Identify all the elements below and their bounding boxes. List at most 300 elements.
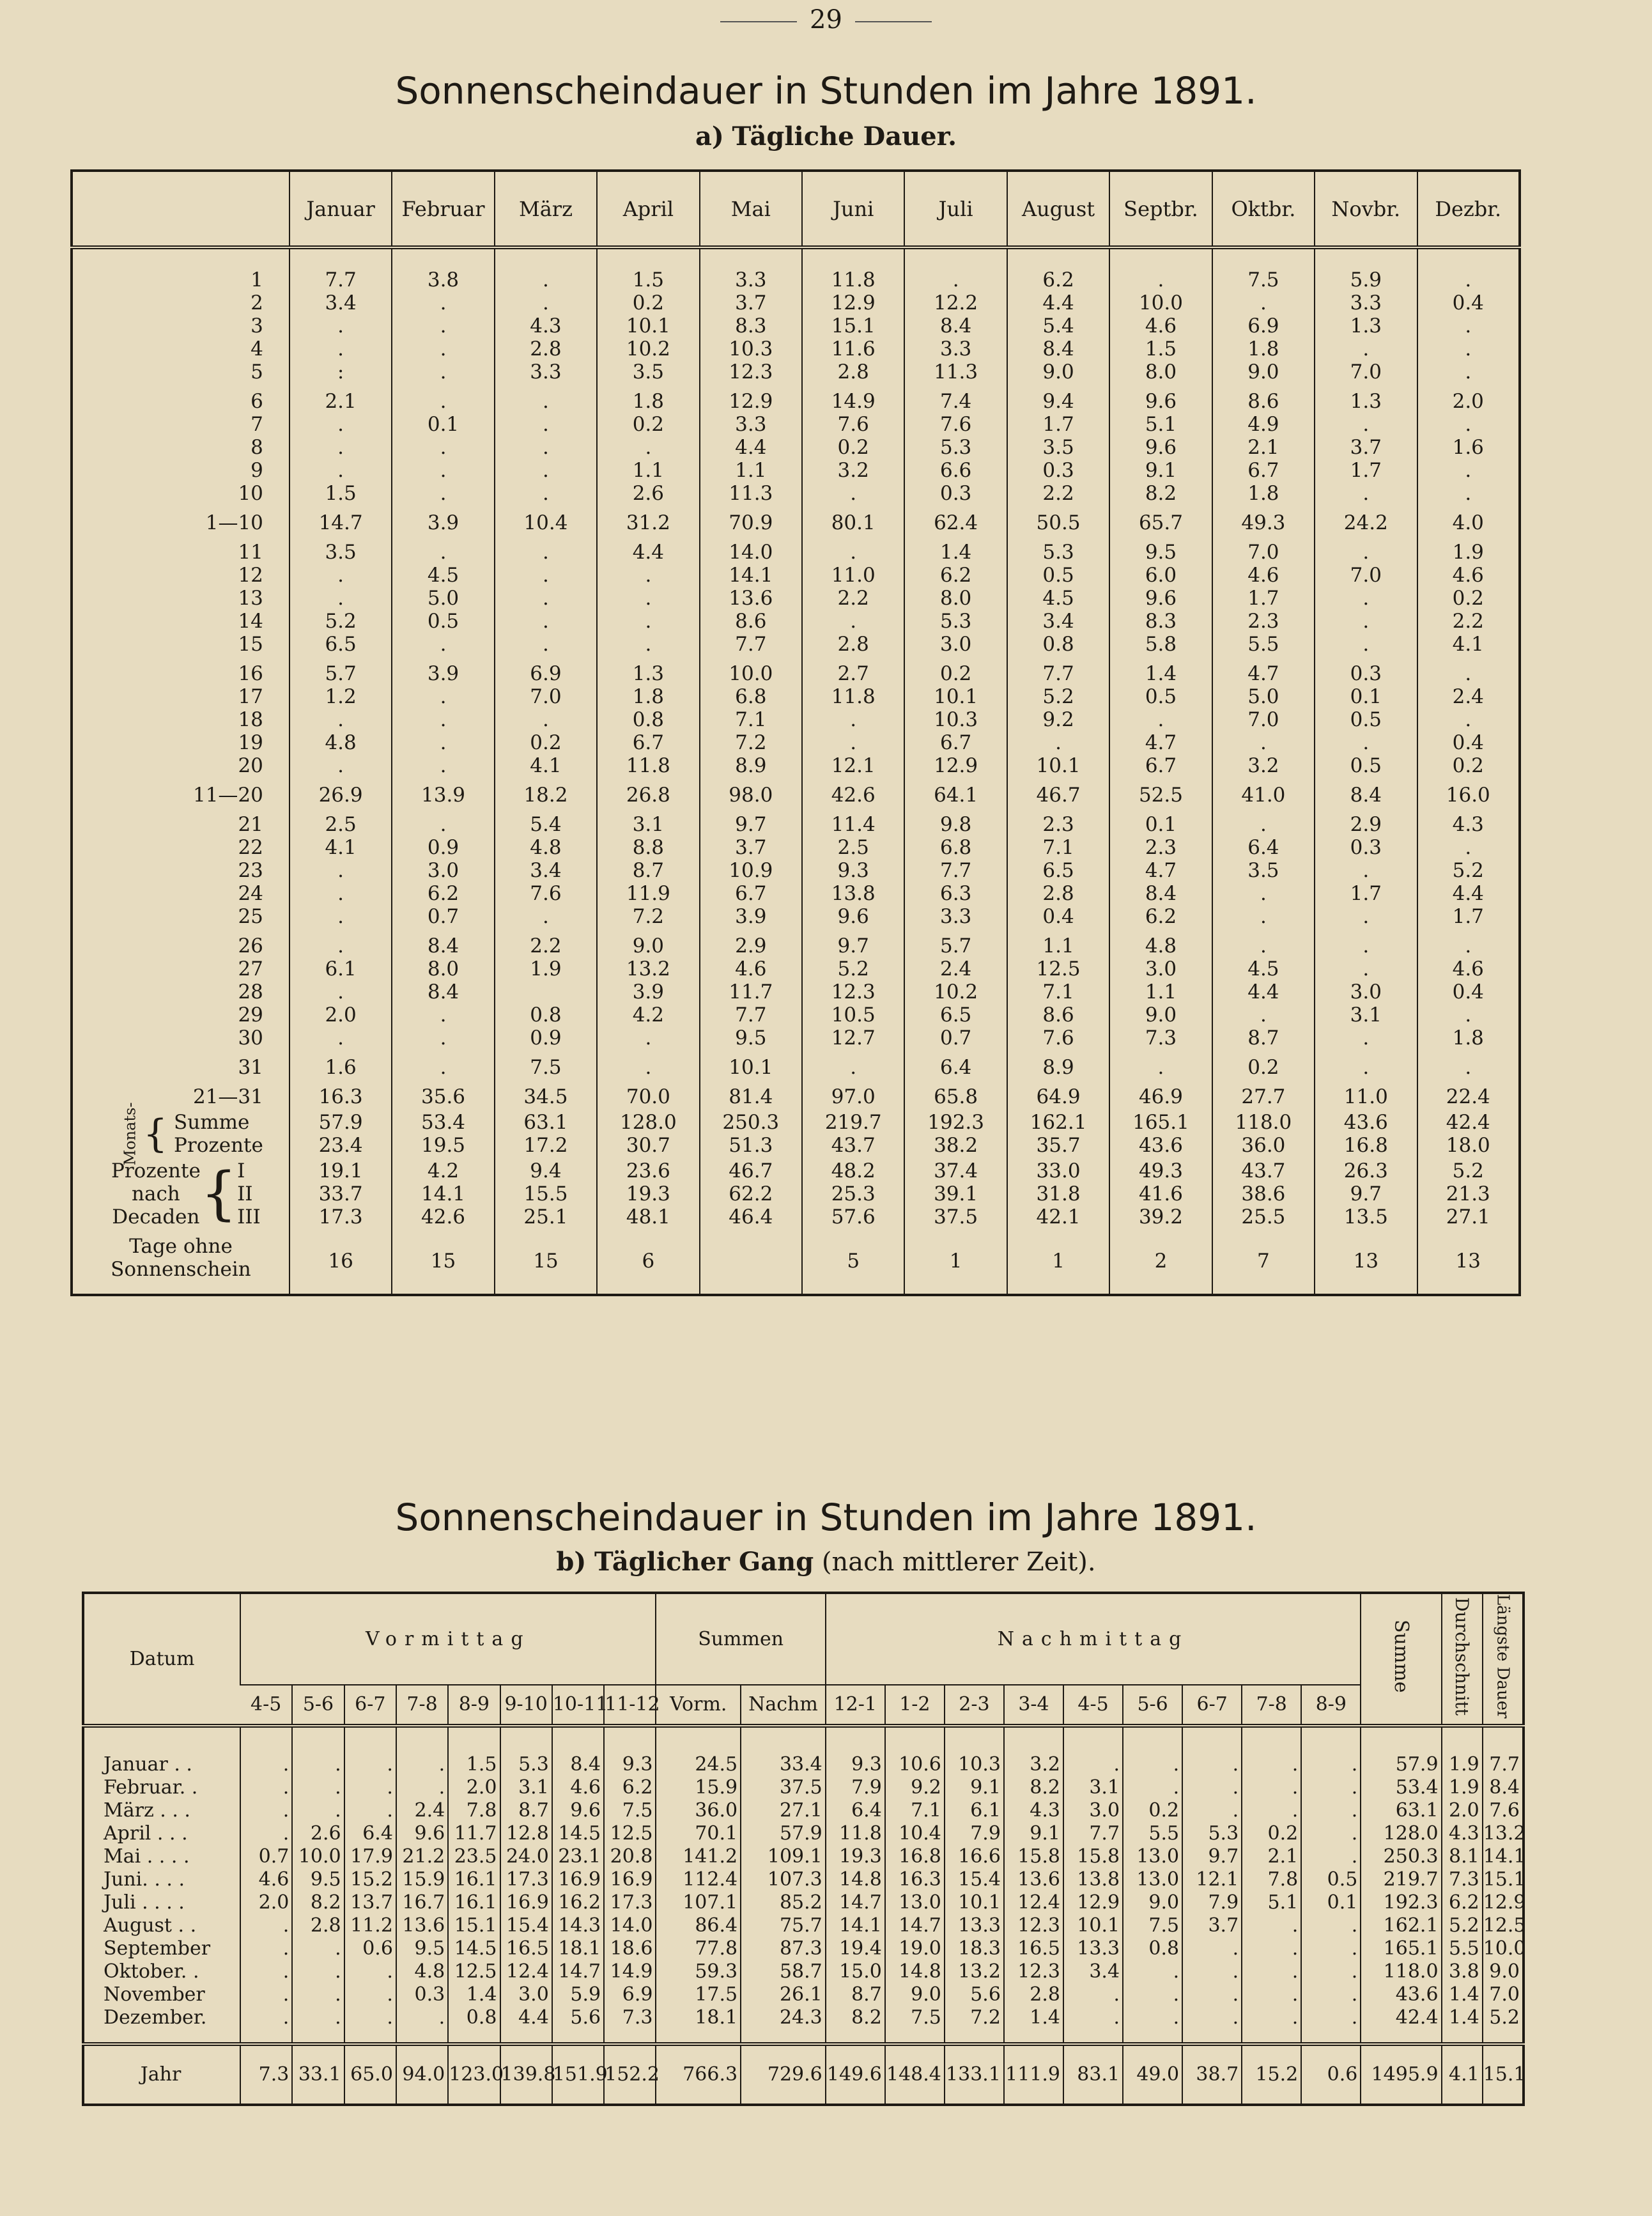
month-label: Juli . . . . xyxy=(104,1891,185,1914)
decade-value: 26.3 xyxy=(1343,1159,1388,1182)
decade-value: 48.1 xyxy=(626,1205,670,1228)
value-cell: 3.4 xyxy=(289,291,392,314)
value-cell: 12.1 xyxy=(1182,1868,1242,1891)
value-cell: 2.8 xyxy=(1004,1983,1063,2006)
value-cell: 1.1 xyxy=(1109,980,1212,1003)
value-cell: . xyxy=(1182,2006,1242,2044)
value-cell: 9.3 xyxy=(604,1726,656,1776)
value-cell: 0.5 xyxy=(1007,564,1109,587)
value-cell: 6.1 xyxy=(289,957,392,980)
value-cell: 7.0 xyxy=(1212,534,1315,564)
value-cell: 6.7 xyxy=(904,731,1007,754)
value-cell: . xyxy=(289,413,392,436)
value-cell: 6.4 xyxy=(1212,836,1315,859)
value-cell: 13.6 xyxy=(396,1914,448,1937)
monats-summe: 128.0 xyxy=(619,1111,677,1134)
value-cell: . xyxy=(802,610,904,633)
month-header: Dezbr. xyxy=(1417,171,1520,247)
table-row xyxy=(72,1003,1520,1027)
value-cell: . xyxy=(1182,1776,1242,1799)
value-cell: 10.2 xyxy=(904,980,1007,1003)
value-cell: . xyxy=(495,708,597,731)
table-row xyxy=(83,1726,1524,1776)
value-cell: 7.4 xyxy=(904,384,1007,413)
value-cell: 10.4 xyxy=(495,505,597,534)
value-cell: 6.2 xyxy=(1007,247,1109,291)
value-cell: 87.3 xyxy=(741,1937,826,1960)
value-cell: 3.3 xyxy=(700,247,802,291)
value-cell: . xyxy=(1301,1776,1361,1799)
value-cell: 11.3 xyxy=(904,360,1007,384)
value-cell: 4.7 xyxy=(1109,731,1212,754)
decade-value: 42.6 xyxy=(421,1205,466,1228)
value-cell: 8.2 xyxy=(1004,1776,1063,1799)
value-cell: . xyxy=(396,2006,448,2044)
value-cell: . xyxy=(1242,1937,1301,1960)
decaden-values xyxy=(289,1159,392,1228)
value-cell: . xyxy=(392,314,494,337)
value-cell: 17.9 xyxy=(344,1845,396,1868)
value-cell: 6.7 xyxy=(1109,754,1212,777)
value-cell: 1.9 xyxy=(1442,1726,1483,1776)
value-cell: . xyxy=(344,1799,396,1822)
value-cell: 7.7 xyxy=(700,633,802,656)
value-cell: . xyxy=(392,534,494,564)
value-cell: 2.3 xyxy=(1007,807,1109,836)
value-cell: 1.3 xyxy=(597,656,699,685)
decade-numerals: I II III xyxy=(237,1159,261,1228)
jahr-value: 33.1 xyxy=(292,2044,344,2105)
value-cell: . xyxy=(1315,859,1417,882)
value-cell: 0.5 xyxy=(1301,1868,1361,1891)
value-cell: 2.0 xyxy=(1442,1799,1483,1822)
value-cell: 65.8 xyxy=(904,1079,1007,1108)
tage-value: 13 xyxy=(1417,1228,1520,1295)
value-cell: 1.1 xyxy=(700,459,802,482)
jahr-label: Jahr xyxy=(83,2044,240,2105)
value-cell: . xyxy=(1315,928,1417,957)
value-cell: 16.2 xyxy=(552,1891,604,1914)
value-cell: 9.3 xyxy=(826,1726,885,1776)
value-cell: 12.9 xyxy=(1483,1891,1526,1914)
decade-value: 21.3 xyxy=(1446,1182,1490,1205)
value-cell: 14.1 xyxy=(700,564,802,587)
value-cell: 112.4 xyxy=(656,1868,741,1891)
value-cell: 1.7 xyxy=(1315,459,1417,482)
table-row xyxy=(72,656,1520,685)
value-cell: 3.1 xyxy=(1315,1003,1417,1027)
table-row xyxy=(72,436,1520,459)
value-cell: 4.8 xyxy=(495,836,597,859)
value-cell: 3.9 xyxy=(392,656,494,685)
value-cell: 1.3 xyxy=(1315,384,1417,413)
value-cell: 77.8 xyxy=(656,1937,741,1960)
value-cell: 15.1 xyxy=(1483,1868,1526,1891)
hour-header-nachm: 8-9 xyxy=(1301,1685,1361,1726)
value-cell: . xyxy=(1063,1726,1123,1776)
day-label: 24 xyxy=(238,882,263,905)
decade-value: 23.6 xyxy=(626,1159,670,1182)
jahr-value: 0.6 xyxy=(1301,2044,1361,2105)
table-row xyxy=(72,685,1520,708)
value-cell: 2.8 xyxy=(292,1914,344,1937)
value-cell: . xyxy=(1417,482,1520,505)
value-cell: 9.5 xyxy=(700,1027,802,1050)
value-cell: 18.1 xyxy=(552,1937,604,1960)
decade-value: 43.7 xyxy=(1241,1159,1286,1182)
hour-header-nachm: 2-3 xyxy=(945,1685,1004,1726)
value-cell: 0.2 xyxy=(1417,754,1520,777)
value-cell: 9.1 xyxy=(945,1776,1004,1799)
value-cell: 35.6 xyxy=(392,1079,494,1108)
decade-value: 25.5 xyxy=(1241,1205,1286,1228)
value-cell: 5.6 xyxy=(552,2006,604,2044)
value-cell: 14.1 xyxy=(826,1914,885,1937)
value-cell: . xyxy=(1242,1776,1301,1799)
table-row xyxy=(72,928,1520,957)
value-cell: 1.9 xyxy=(1442,1776,1483,1799)
decade-value: 17.3 xyxy=(318,1205,363,1228)
value-cell: . xyxy=(1212,905,1315,928)
monats-prozente: 43.6 xyxy=(1138,1134,1183,1157)
value-cell: 2.4 xyxy=(904,957,1007,980)
value-cell: 7.9 xyxy=(1182,1891,1242,1914)
value-cell: 7.7 xyxy=(1007,656,1109,685)
value-cell: 12.2 xyxy=(904,291,1007,314)
value-cell: 46.7 xyxy=(1007,777,1109,807)
value-cell: 7.1 xyxy=(700,708,802,731)
value-cell: 2.6 xyxy=(292,1822,344,1845)
value-cell: 14.5 xyxy=(448,1937,500,1960)
value-cell: 4.4 xyxy=(700,436,802,459)
value-cell: 11.7 xyxy=(448,1822,500,1845)
value-cell: 9.6 xyxy=(802,905,904,928)
value-cell: 10.1 xyxy=(597,314,699,337)
day-label: 19 xyxy=(238,731,263,754)
value-cell: 8.6 xyxy=(1212,384,1315,413)
table-row xyxy=(72,633,1520,656)
value-cell: 1.4 xyxy=(1109,656,1212,685)
value-cell: . xyxy=(1242,1799,1301,1822)
hour-header-vorm: 8-9 xyxy=(448,1685,500,1726)
value-cell: 0.8 xyxy=(1123,1937,1182,1960)
value-cell: . xyxy=(1301,1914,1361,1937)
value-cell: . xyxy=(1212,1003,1315,1027)
value-cell: . xyxy=(240,1937,292,1960)
value-cell: 7.5 xyxy=(604,1799,656,1822)
tage-value: 15 xyxy=(495,1228,597,1295)
decade-value: 37.5 xyxy=(934,1205,978,1228)
value-cell: 8.2 xyxy=(1109,482,1212,505)
value-cell: 14.7 xyxy=(885,1914,945,1937)
value-cell: 19.0 xyxy=(885,1937,945,1960)
value-cell: . xyxy=(1182,1799,1242,1822)
jahr-value: 149.6 xyxy=(826,2044,885,2105)
table-row xyxy=(72,859,1520,882)
value-cell: 11.8 xyxy=(802,685,904,708)
value-cell: 10.5 xyxy=(802,1003,904,1027)
value-cell: 7.6 xyxy=(495,882,597,905)
value-cell: 9.2 xyxy=(885,1776,945,1799)
value-cell: 5.2 xyxy=(1442,1914,1483,1937)
value-cell: 15.1 xyxy=(802,314,904,337)
value-cell: 6.2 xyxy=(1442,1891,1483,1914)
value-cell: 16.7 xyxy=(396,1891,448,1914)
value-cell: . xyxy=(392,807,494,836)
value-cell: 12.5 xyxy=(604,1822,656,1845)
tage-value: 1 xyxy=(1007,1228,1109,1295)
monats-prozente: 43.7 xyxy=(831,1134,876,1157)
value-cell: 12.8 xyxy=(500,1822,552,1845)
value-cell: 2.2 xyxy=(1417,610,1520,633)
value-cell: 11.0 xyxy=(1315,1079,1417,1108)
value-cell: . xyxy=(1212,291,1315,314)
month-header: Januar xyxy=(289,171,392,247)
value-cell: . xyxy=(1242,2006,1301,2044)
value-cell: 0.5 xyxy=(1315,754,1417,777)
value-cell: . xyxy=(597,633,699,656)
monats-summe: 53.4 xyxy=(421,1111,466,1134)
value-cell: 8.2 xyxy=(292,1891,344,1914)
month-header: Juli xyxy=(904,171,1007,247)
value-cell: 97.0 xyxy=(802,1079,904,1108)
value-cell: . xyxy=(240,1799,292,1822)
value-cell: 8.4 xyxy=(392,980,494,1003)
value-cell: 4.5 xyxy=(1212,957,1315,980)
value-cell: 4.4 xyxy=(1007,291,1109,314)
value-cell: . xyxy=(1315,633,1417,656)
jahr-value: 83.1 xyxy=(1063,2044,1123,2105)
value-cell: 13.2 xyxy=(1483,1822,1526,1845)
value-cell: 6.4 xyxy=(826,1799,885,1822)
table-a-subtitle: a) Tägliche Dauer. xyxy=(695,121,957,151)
table-row xyxy=(72,314,1520,337)
value-cell: 7.1 xyxy=(1007,980,1109,1003)
value-cell: 5.3 xyxy=(904,436,1007,459)
value-cell: 4.6 xyxy=(240,1868,292,1891)
jahr-value: 7.3 xyxy=(240,2044,292,2105)
value-cell: . xyxy=(1212,882,1315,905)
value-cell: 3.8 xyxy=(392,247,494,291)
monats-prozente: 38.2 xyxy=(934,1134,978,1157)
value-cell: 118.0 xyxy=(1361,1960,1441,1983)
value-cell: . xyxy=(240,1983,292,2006)
value-cell: 0.4 xyxy=(1007,905,1109,928)
hour-header-vorm: 9-10 xyxy=(500,1685,552,1726)
decade-value: 46.4 xyxy=(729,1205,773,1228)
monats-label-cell xyxy=(72,1102,289,1166)
table-a-decaden-row xyxy=(72,1159,1520,1228)
value-cell: 0.2 xyxy=(1123,1799,1182,1822)
value-cell: 26.1 xyxy=(741,1983,826,2006)
value-cell: 70.1 xyxy=(656,1822,741,1845)
day-label: 14 xyxy=(238,610,263,633)
value-cell: 11.3 xyxy=(700,482,802,505)
value-cell: 70.9 xyxy=(700,505,802,534)
value-cell: 10.1 xyxy=(700,1050,802,1079)
value-cell: 109.1 xyxy=(741,1845,826,1868)
value-cell: 19.4 xyxy=(826,1937,885,1960)
value-cell: 4.4 xyxy=(1417,882,1520,905)
value-cell: . xyxy=(392,685,494,708)
value-cell: 9.6 xyxy=(1109,436,1212,459)
value-cell: . xyxy=(1212,807,1315,836)
value-cell: 1.7 xyxy=(1417,905,1520,928)
value-cell: 4.4 xyxy=(1212,980,1315,1003)
value-cell: . xyxy=(1315,337,1417,360)
value-cell: 3.0 xyxy=(904,633,1007,656)
value-cell: . xyxy=(392,337,494,360)
value-cell: . xyxy=(289,708,392,731)
decade-value: 19.3 xyxy=(626,1182,670,1205)
value-cell: 1.8 xyxy=(597,685,699,708)
value-cell: . xyxy=(597,564,699,587)
value-cell: 3.7 xyxy=(1315,436,1417,459)
value-cell: 8.7 xyxy=(1212,1027,1315,1050)
value-cell: 13.8 xyxy=(802,882,904,905)
value-cell: 4.4 xyxy=(500,2006,552,2044)
decaden-values xyxy=(1007,1159,1109,1228)
table-row xyxy=(72,882,1520,905)
value-cell: 14.0 xyxy=(700,534,802,564)
table-b-body xyxy=(83,1726,1524,2105)
jahr-value: 15.2 xyxy=(1242,2044,1301,2105)
value-cell: 5.0 xyxy=(1212,685,1315,708)
value-cell: 22.4 xyxy=(1417,1079,1520,1108)
table-row xyxy=(72,564,1520,587)
table-row xyxy=(72,807,1520,836)
value-cell: 2.2 xyxy=(1007,482,1109,505)
value-cell: 5.3 xyxy=(1182,1822,1242,1845)
value-cell: 15.9 xyxy=(396,1868,448,1891)
value-cell: . xyxy=(289,905,392,928)
value-cell: 0.3 xyxy=(1315,656,1417,685)
value-cell: 0.3 xyxy=(904,482,1007,505)
value-cell: 17.3 xyxy=(500,1868,552,1891)
monats-values xyxy=(1315,1108,1417,1159)
value-cell: 13.3 xyxy=(1063,1937,1123,1960)
value-cell: . xyxy=(392,459,494,482)
table-row xyxy=(72,980,1520,1003)
jahr-value: 111.9 xyxy=(1004,2044,1063,2105)
value-cell: 16.5 xyxy=(500,1937,552,1960)
value-cell: 4.5 xyxy=(1007,587,1109,610)
value-cell: . xyxy=(1123,1960,1182,1983)
value-cell: 8.4 xyxy=(552,1726,604,1776)
value-cell: 7.8 xyxy=(1242,1868,1301,1891)
month-label: August . . xyxy=(104,1914,197,1937)
value-cell: 5.7 xyxy=(904,928,1007,957)
value-cell: 0.3 xyxy=(396,1983,448,2006)
table-row xyxy=(83,1891,1524,1914)
value-cell: 7.7 xyxy=(289,247,392,291)
table-row xyxy=(72,1079,1520,1108)
value-cell: 6.9 xyxy=(495,656,597,685)
value-cell: 7.0 xyxy=(495,685,597,708)
value-cell: . xyxy=(392,384,494,413)
vormittag-header: Vormittag xyxy=(240,1593,656,1685)
value-cell: . xyxy=(1212,928,1315,957)
day-label: 26 xyxy=(238,934,263,957)
value-cell: 16.5 xyxy=(1004,1937,1063,1960)
day-label: 16 xyxy=(238,662,263,685)
value-cell: 9.6 xyxy=(552,1799,604,1822)
value-cell: 6.7 xyxy=(1212,459,1315,482)
monats-values xyxy=(1417,1108,1520,1159)
value-cell: 37.5 xyxy=(741,1776,826,1799)
value-cell: 12.3 xyxy=(1004,1914,1063,1937)
table-row xyxy=(72,1050,1520,1079)
value-cell: 7.3 xyxy=(604,2006,656,2044)
decade-value: 57.6 xyxy=(831,1205,876,1228)
value-cell: 4.6 xyxy=(1417,564,1520,587)
value-cell: 3.1 xyxy=(1063,1776,1123,1799)
value-cell: . xyxy=(495,587,597,610)
value-cell: . xyxy=(289,337,392,360)
value-cell: 8.0 xyxy=(904,587,1007,610)
monats-summe: 219.7 xyxy=(824,1111,882,1134)
value-cell: 9.5 xyxy=(1109,534,1212,564)
value-cell: 3.4 xyxy=(495,859,597,882)
value-cell: . xyxy=(289,1027,392,1050)
table-row xyxy=(83,1776,1524,1799)
value-cell: 0.1 xyxy=(1109,807,1212,836)
value-cell: 7.2 xyxy=(945,2006,1004,2044)
value-cell: 8.4 xyxy=(392,928,494,957)
value-cell: 7.7 xyxy=(1483,1726,1524,1776)
value-cell: 2.2 xyxy=(802,587,904,610)
decade-value: 14.1 xyxy=(421,1182,466,1205)
value-cell: . xyxy=(1315,534,1417,564)
value-cell: 3.5 xyxy=(597,360,699,384)
decade-value: 38.6 xyxy=(1241,1182,1286,1205)
value-cell: 2.9 xyxy=(1315,807,1417,836)
value-cell: . xyxy=(344,1983,396,2006)
month-header: März xyxy=(495,171,597,247)
value-cell: . xyxy=(392,708,494,731)
monats-values xyxy=(392,1108,494,1159)
jahr-value: 65.0 xyxy=(344,2044,396,2105)
value-cell: 16.3 xyxy=(289,1079,392,1108)
value-cell: 9.0 xyxy=(1212,360,1315,384)
value-cell: 8.2 xyxy=(826,2006,885,2044)
value-cell: 5.4 xyxy=(1007,314,1109,337)
value-cell: . xyxy=(1109,1050,1212,1079)
value-cell: 3.0 xyxy=(500,1983,552,2006)
value-cell: . xyxy=(240,1914,292,1937)
jahr-value: 4.1 xyxy=(1442,2044,1483,2105)
value-cell: 6.6 xyxy=(904,459,1007,482)
value-cell: 13.6 xyxy=(700,587,802,610)
value-cell: 1.5 xyxy=(597,247,699,291)
monats-prozente: 19.5 xyxy=(421,1134,466,1157)
decade-value: 9.7 xyxy=(1350,1182,1382,1205)
value-cell: . xyxy=(392,754,494,777)
value-cell: 6.2 xyxy=(392,882,494,905)
table-a-header-row xyxy=(72,171,1520,247)
table-row xyxy=(72,384,1520,413)
value-cell: . xyxy=(1301,1822,1361,1845)
day-label: 20 xyxy=(238,754,263,777)
value-cell: 6.8 xyxy=(904,836,1007,859)
jahr-value: 94.0 xyxy=(396,2044,448,2105)
value-cell: 17.5 xyxy=(656,1983,741,2006)
day-label: 13 xyxy=(238,587,263,610)
hour-header-vorm: 10-11 xyxy=(552,1685,604,1726)
value-cell: 141.2 xyxy=(656,1845,741,1868)
table-row xyxy=(72,754,1520,777)
value-cell: 5.1 xyxy=(1109,413,1212,436)
